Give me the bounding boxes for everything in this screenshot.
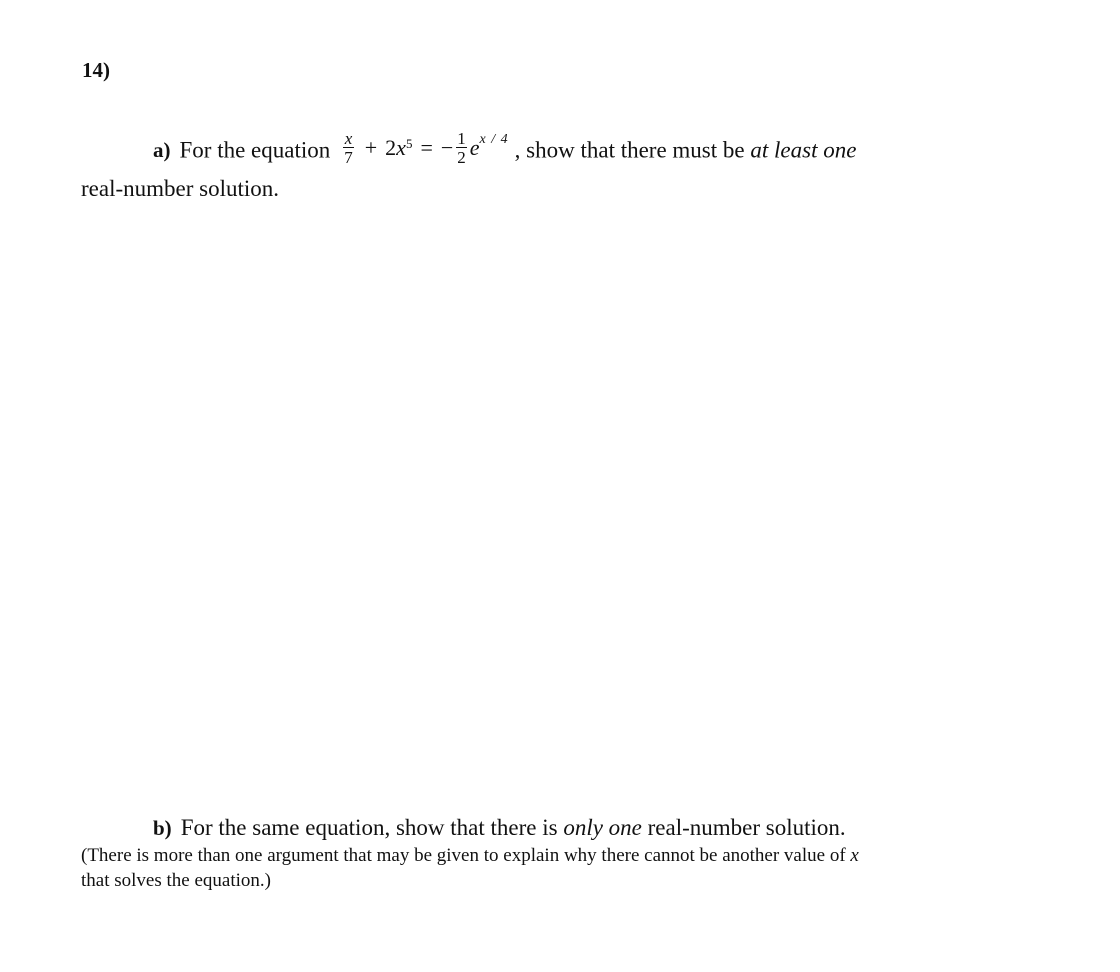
equation (340, 130, 508, 166)
exponent-x-over-4: x / 4 (479, 132, 509, 147)
part-b-emphasis: only one (563, 815, 642, 840)
part-b-label: b) (153, 816, 172, 840)
lhs-fraction-denominator: 7 (344, 148, 353, 167)
part-b-note-variable: x (850, 845, 859, 866)
lhs-fraction (343, 130, 354, 166)
minus-sign: − (440, 135, 454, 160)
part-a-label: a) (153, 138, 171, 163)
part-b-text-after: real-number solution. (647, 815, 846, 840)
part-a-line2: real-number solution. (81, 176, 280, 201)
variable-x: x (396, 135, 406, 160)
part-b-note-line1 (81, 845, 859, 867)
coefficient: 2 (385, 135, 397, 160)
rhs-fraction-numerator: 1 (457, 129, 466, 148)
plus-sign: + (364, 135, 378, 160)
part-b-note-line2: that solves the equation.) (81, 870, 271, 891)
part-a-emphasis: at least one (750, 137, 857, 163)
rhs-fraction (456, 130, 467, 166)
equals-sign: = (420, 135, 433, 160)
part-a-after-equation: , show that there must be (514, 137, 745, 163)
lhs-fraction-numerator: x (344, 129, 353, 148)
base-e: e (469, 135, 480, 160)
exponent-power: 5 (405, 136, 413, 151)
problem-number: 14) (82, 58, 110, 82)
part-a-statement (153, 129, 857, 170)
rhs-fraction-denominator: 2 (457, 148, 466, 167)
part-b-text-before: For the same equation, show that there is (180, 815, 558, 840)
part-b-statement (153, 815, 846, 841)
part-b-note-text: (There is more than one argument that may be given to explain why there cannot be another value of (81, 845, 846, 866)
part-a-intro: For the equation (179, 137, 331, 163)
